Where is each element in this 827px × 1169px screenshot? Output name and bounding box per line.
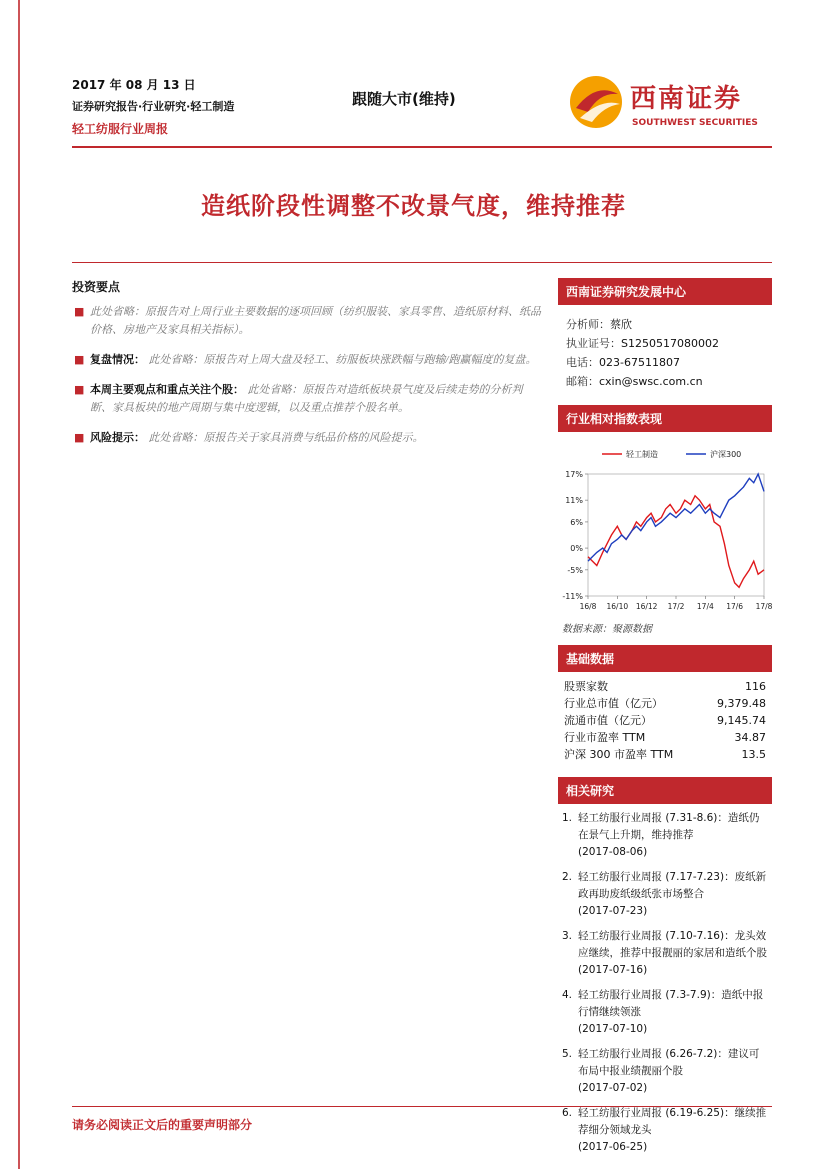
stat-value: 9,379.48	[717, 697, 766, 710]
chart-source: 数据来源：聚源数据	[562, 624, 652, 635]
related-date: (2017-07-23)	[578, 905, 648, 917]
stat-value: 116	[745, 680, 766, 693]
x-tick-label: 17/6	[726, 602, 744, 611]
highlights-heading: 投资要点	[72, 280, 121, 294]
industry-name: 轻工纺服行业周报	[72, 122, 169, 136]
related-title: 轻工纺服行业周报 (6.19-6.25)：继续推荐细分领域龙头	[578, 1107, 767, 1136]
company-logo	[566, 72, 776, 142]
report-title: 造纸阶段性调整不改景气度，维持推荐	[201, 192, 626, 220]
highlight-item	[72, 381, 542, 417]
related-date: (2017-08-06)	[578, 846, 648, 858]
y-tick-label: 11%	[565, 496, 583, 506]
stat-value: 13.5	[741, 748, 766, 761]
industry-rating: 跟随大市(维持)	[352, 90, 456, 108]
legend-label: 轻工制造	[626, 450, 658, 459]
logo-text-en: SOUTHWEST SECURITIES	[632, 118, 758, 128]
phone-line: 电话：023-67511807	[566, 356, 680, 369]
related-date: (2017-07-16)	[578, 964, 648, 976]
highlights-list	[72, 303, 542, 447]
highlight-item	[72, 429, 542, 447]
phone-number: 023-67511807	[599, 356, 680, 369]
list-item[interactable]: 3. 轻工纺服行业周报 (7.10-7.16)：龙头效应继续，推荐中报靓丽的家居和造纸个股 (2017-07-16)	[562, 930, 767, 976]
related-date: (2017-07-02)	[578, 1082, 648, 1094]
highlight-item	[72, 303, 542, 339]
basic-data-table	[558, 678, 772, 763]
list-item[interactable]: 1. 轻工纺服行业周报 (7.31-8.6)：造纸仍在景气上升期，维持推荐 (2017-08-06)	[562, 812, 760, 858]
y-tick-label: -5%	[567, 565, 583, 575]
stat-value: 34.87	[734, 731, 766, 744]
legend-label: 沪深300	[710, 450, 742, 459]
license-line: 执业证号：S1250517080002	[566, 337, 719, 350]
x-tick-label: 16/10	[606, 602, 629, 611]
relative-index-svg	[558, 444, 772, 616]
bullet-icon: ■	[74, 353, 85, 366]
left-margin-rule	[18, 0, 20, 1169]
table-row	[558, 712, 772, 729]
highlight-text: 此处省略：原报告对造纸板块景气度及后续走势的分析判断、家具板块的地产周期与集中度逻辑，以及重点推荐个股名单。	[90, 384, 523, 414]
logo-text-cn: 西南证券	[630, 84, 743, 114]
relative-index-chart	[558, 444, 772, 616]
y-tick-label: 0%	[570, 544, 583, 554]
related-date: (2017-07-10)	[578, 1023, 648, 1035]
x-tick-label: 16/12	[635, 602, 658, 611]
email-address[interactable]: cxin@swsc.com.cn	[599, 375, 703, 388]
table-row	[558, 678, 772, 695]
related-title: 轻工纺服行业周报 (6.26-7.2)：建议可布局中报业绩靓丽个股	[578, 1048, 760, 1077]
table-row	[558, 695, 772, 712]
list-item[interactable]: 6. 轻工纺服行业周报 (6.19-6.25)：继续推荐细分领域龙头 (2017-06-25)	[562, 1107, 767, 1153]
highlight-lead: 风险提示：	[90, 431, 145, 444]
email-line: 邮箱：cxin@swsc.com.cn	[566, 375, 703, 388]
highlight-lead: 本周主要观点和重点关注个股：	[90, 383, 244, 396]
footer-divider	[72, 1106, 772, 1107]
bullet-icon: ■	[74, 383, 85, 396]
related-research-heading: 相关研究	[558, 777, 772, 804]
related-title: 轻工纺服行业周报 (7.3-7.9)：造纸中报行情继续领涨	[578, 989, 764, 1018]
analyst-name: 蔡欣	[610, 318, 632, 331]
right-sidebar	[558, 278, 772, 1164]
bullet-icon: ■	[74, 305, 85, 318]
highlight-text: 此处省略：原报告关于家具消费与纸品价格的风险提示。	[148, 432, 424, 444]
report-date: 2017 年 08 月 13 日	[72, 78, 196, 92]
stat-label: 股票家数	[564, 680, 608, 693]
x-tick-label: 16/8	[579, 602, 597, 611]
analyst-line: 分析师：蔡欣	[566, 318, 632, 331]
disclaimer-notice: 请务必阅读正文后的重要声明部分	[72, 1118, 253, 1132]
x-tick-label: 17/4	[696, 602, 714, 611]
stat-label: 沪深 300 市盈率 TTM	[564, 748, 674, 761]
basic-data-heading: 基础数据	[558, 645, 772, 672]
stat-label: 行业市盈率 TTM	[564, 731, 646, 744]
title-divider	[72, 262, 772, 263]
logo-emblem-icon	[566, 72, 626, 132]
y-tick-label: -11%	[562, 592, 583, 601]
related-title: 轻工纺服行业周报 (7.31-8.6)：造纸仍在景气上升期，维持推荐	[578, 812, 760, 841]
header-divider	[72, 146, 772, 148]
y-tick-label: 17%	[565, 470, 583, 479]
related-research-list	[558, 804, 772, 1156]
license-number: S1250517080002	[621, 337, 719, 350]
stat-label: 流通市值（亿元）	[564, 714, 652, 727]
list-item[interactable]: 4. 轻工纺服行业周报 (7.3-7.9)：造纸中报行情继续领涨 (2017-07-10)	[562, 989, 764, 1035]
research-center-box	[558, 278, 772, 391]
research-center-heading: 西南证券研究发展中心	[558, 278, 772, 305]
investment-highlights	[72, 278, 542, 459]
report-category: 证券研究报告·行业研究·轻工制造	[72, 100, 235, 113]
highlight-lead: 复盘情况：	[90, 353, 145, 366]
highlight-text: 此处省略：原报告对上周大盘及轻工、纺服板块涨跌幅与跑输/跑赢幅度的复盘。	[148, 354, 537, 366]
list-item[interactable]: 2. 轻工纺服行业周报 (7.17-7.23)：废纸新政再助废纸级纸张市场整合 (2017-07-23)	[562, 871, 767, 917]
x-tick-label: 17/8	[755, 602, 772, 611]
highlight-item	[72, 351, 542, 369]
table-row	[558, 746, 772, 763]
related-title: 轻工纺服行业周报 (7.10-7.16)：龙头效应继续，推荐中报靓丽的家居和造纸个股	[578, 930, 767, 959]
related-date: (2017-06-25)	[578, 1141, 648, 1153]
bullet-icon: ■	[74, 431, 85, 444]
x-tick-label: 17/2	[667, 602, 685, 611]
y-tick-label: 6%	[570, 517, 583, 527]
stat-label: 行业总市值（亿元）	[564, 697, 663, 710]
related-title: 轻工纺服行业周报 (7.17-7.23)：废纸新政再助废纸级纸张市场整合	[578, 871, 767, 900]
stat-value: 9,145.74	[717, 714, 766, 727]
series-line-csi300	[588, 474, 764, 561]
table-row	[558, 729, 772, 746]
list-item[interactable]: 5. 轻工纺服行业周报 (6.26-7.2)：建议可布局中报业绩靓丽个股 (2017-07-02)	[562, 1048, 760, 1094]
highlight-text: 此处省略：原报告对上周行业主要数据的逐项回顾（纺织服装、家具零售、造纸原材料、纸品价格、房地产及家具相关指标）。	[90, 306, 541, 336]
relative-index-heading: 行业相对指数表现	[558, 405, 772, 432]
